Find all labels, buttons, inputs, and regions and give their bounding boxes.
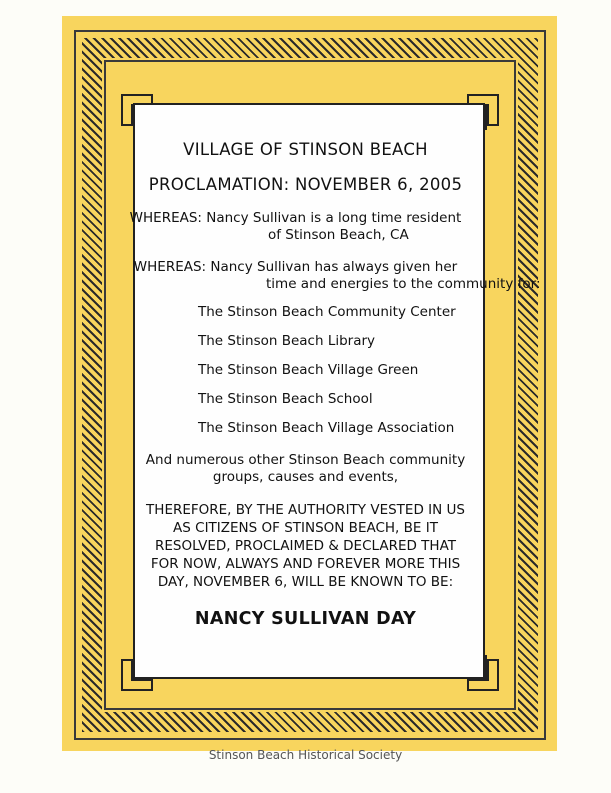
therefore-line: THEREFORE, BY THE AUTHORITY VESTED IN US xyxy=(146,502,465,518)
proclamation-date: PROCLAMATION: NOVEMBER 6, 2005 xyxy=(148,175,463,194)
whereas-2-line-2: time and energies to the community for: xyxy=(266,276,541,292)
numerous-line-1: And numerous other Stinson Beach community xyxy=(145,452,466,468)
numerous-line-2: groups, causes and events, xyxy=(212,469,399,485)
therefore-line: DAY, NOVEMBER 6, WILL BE KNOWN TO BE: xyxy=(157,574,454,590)
therefore-line: RESOLVED, PROCLAIMED & DECLARED THAT xyxy=(154,538,457,554)
list-item: The Stinson Beach School xyxy=(198,391,373,407)
therefore-line: FOR NOW, ALWAYS AND FOREVER MORE THIS xyxy=(150,556,461,572)
list-item: The Stinson Beach Village Association xyxy=(198,420,455,436)
whereas-2-line-1: WHEREAS: Nancy Sullivan has always given her xyxy=(133,259,458,275)
whereas-1-line-1: WHEREAS: Nancy Sullivan is a long time resident xyxy=(129,210,462,226)
proclaimed-day: NANCY SULLIVAN DAY xyxy=(194,609,417,629)
list-item: The Stinson Beach Library xyxy=(198,333,376,349)
therefore-line: AS CITIZENS OF STINSON BEACH, BE IT xyxy=(173,520,438,536)
footer-credit: Stinson Beach Historical Society xyxy=(208,748,403,762)
list-item: The Stinson Beach Village Green xyxy=(198,362,419,378)
list-item: The Stinson Beach Community Center xyxy=(198,304,456,320)
whereas-1-line-2: of Stinson Beach, CA xyxy=(268,227,409,243)
document-title: VILLAGE OF STINSON BEACH xyxy=(183,140,428,159)
